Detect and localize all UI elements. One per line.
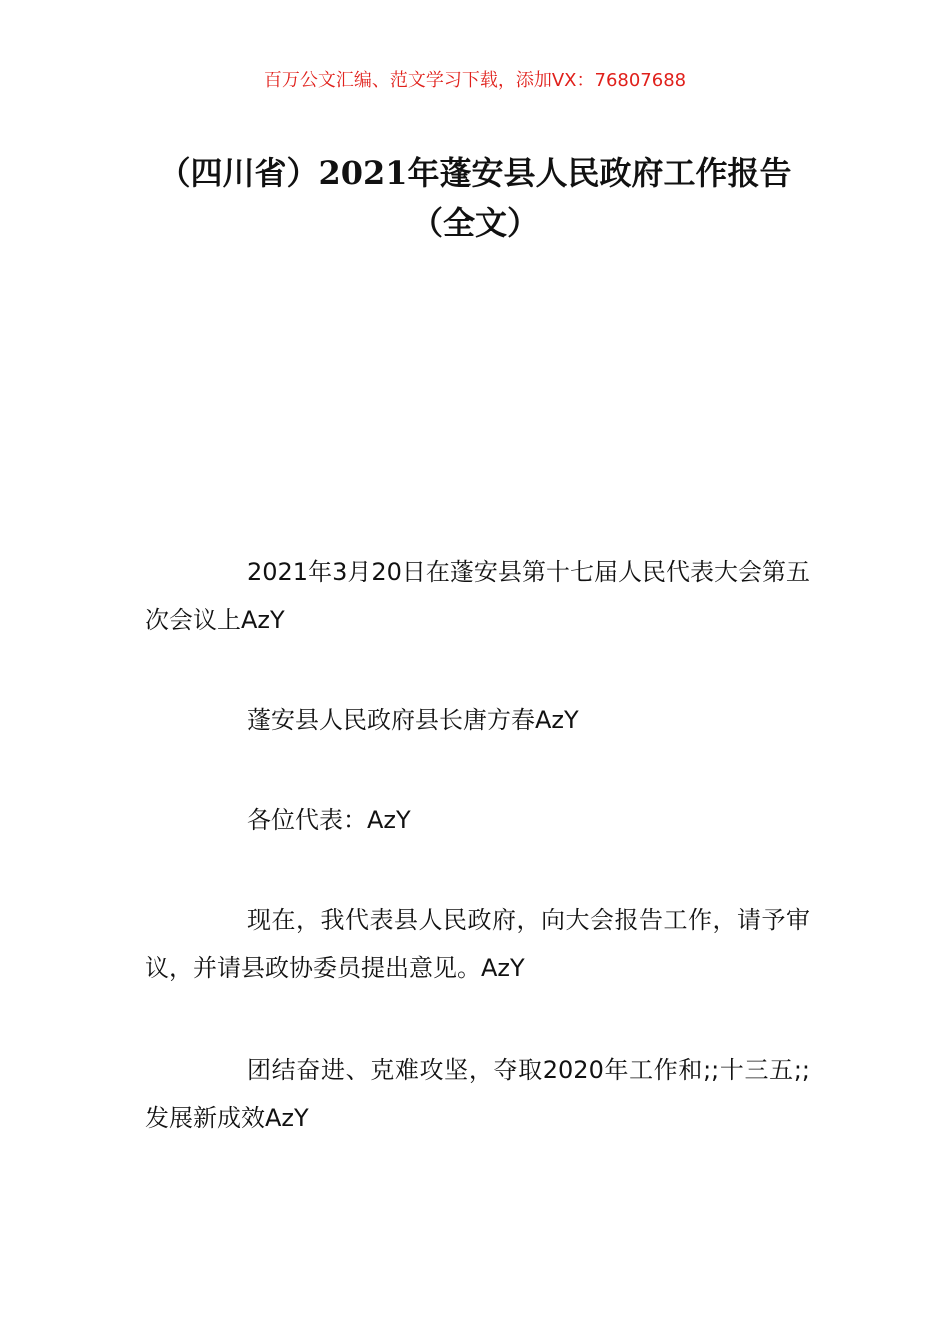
document-title: （四川省）2021年蓬安县人民政府工作报告（全文） <box>158 154 792 242</box>
paragraph-meeting-info: 2021年3月20日在蓬安县第十七届人民代表大会第五次会议上AzY <box>145 558 810 634</box>
paragraph-speaker: 蓬安县人民政府县长唐方春AzY <box>247 706 579 734</box>
paragraph-section-heading: 团结奋进、克难攻坚，夺取2020年工作和;;十三五;;发展新成效AzY <box>145 1056 810 1132</box>
watermark-banner: 百万公文汇编、范文学习下载，添加VX：76807688 <box>263 70 687 91</box>
paragraph-salutation: 各位代表：AzY <box>247 806 411 834</box>
paragraph-intro: 现在，我代表县人民政府，向大会报告工作，请予审议，并请县政协委员提出意见。AzY <box>145 906 810 982</box>
